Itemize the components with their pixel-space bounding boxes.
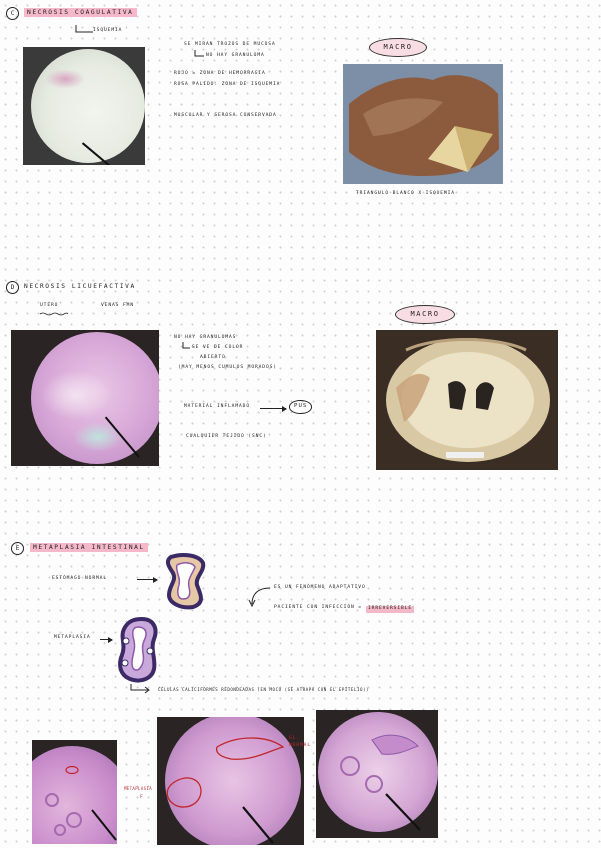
- section-d-title: NECROSIS LICUEFACTIVA: [24, 283, 136, 290]
- note-e-2: PACIENTE CON INFECCIÓN =: [274, 605, 362, 610]
- note-d-6: CUALQUIER TEJIDO (SNC): [186, 434, 267, 439]
- note-c-3: ROJO = ZONA DE HEMORRAGIA: [174, 71, 266, 76]
- curved-arrow: [248, 586, 272, 608]
- section-d-stain: VENAS FMN: [101, 303, 134, 308]
- section-c-macro-caption: TRIANGULO BLANCO X ISQUEMIA: [356, 191, 455, 196]
- note-d-2: SE VE DE COLOR: [192, 345, 244, 350]
- note-c-5: MUSCULAR Y SEROSA CONSERVADA: [174, 113, 277, 118]
- section-c-title: NECROSIS COAGULATIVA: [24, 9, 137, 16]
- section-c-subtitle: ISQUEMIA: [93, 28, 123, 33]
- note-e-1: ES UN FENÓMENO ADAPTATIVO: [274, 585, 366, 590]
- note-c-2: NO HAY GRANULOMA: [206, 53, 265, 58]
- necrosis-coagulativa-micrograph: [23, 47, 145, 165]
- annotation-metaplasia-tail: F: [140, 795, 144, 800]
- bottom-note-arrow: [130, 684, 152, 694]
- label-metaplasia: METAPLASIA: [54, 635, 91, 640]
- section-e-title: METAPLASIA INTESTINAL: [30, 544, 148, 551]
- coagulative-macro-photo: [343, 64, 503, 184]
- annotation-gl-normal: GL. NORMAL: [289, 736, 311, 748]
- section-c-badge: C: [6, 7, 19, 20]
- necrosis-licuefactiva-micrograph: [11, 330, 159, 466]
- note-e-highlight: IRREVERSIBLE: [368, 606, 412, 611]
- metaplasia-gland-drawing: [116, 617, 160, 683]
- section-d-organ: UTERO: [40, 303, 59, 308]
- metaplasia-micrograph-high: [316, 710, 438, 838]
- section-c-macro-label: MACRO: [369, 38, 427, 57]
- note-c-1: SE MIRAN TROZOS DE MUCOSA: [184, 42, 276, 47]
- metaplasia-micrograph-mid: [157, 717, 304, 845]
- organ-underline: [40, 312, 68, 316]
- normal-gland-drawing: [163, 553, 207, 609]
- section-e-badge: E: [11, 542, 24, 555]
- note-c-4: ROSA PALIDO: ZONA DE ISQUEMIA: [174, 82, 281, 87]
- note-d-4: (MAY MENOS CUMULOS MORADOS): [178, 365, 277, 370]
- note-d-1: NO HAY GRANULOMAS: [174, 335, 237, 340]
- section-d-badge: D: [6, 281, 19, 294]
- arrow-to-normal: [137, 579, 157, 580]
- bottom-note: CÉLULAS CALICIFORMES REDONDEADAS (EN MOCO (SE ATRAPA CON EL EPITELIO)): [158, 687, 370, 692]
- metaplasia-micrograph-low: [32, 740, 117, 844]
- label-normal-stomach: ESTÓMAGO NORMAL: [52, 576, 107, 581]
- arrow-to-pus: [260, 408, 286, 409]
- note-d-5: MATERIAL INFLAMADO: [184, 404, 250, 409]
- annotation-metaplasia: METAPLASIA: [124, 786, 153, 791]
- note-c-bracket: [194, 50, 206, 58]
- isquemia-bracket: [75, 25, 95, 35]
- note-d-3: ABIERTO: [200, 355, 226, 360]
- brain-macro-photo: [376, 330, 558, 470]
- note-d-pus: PUS: [289, 400, 312, 414]
- section-d-macro-label: MACRO: [395, 305, 455, 324]
- note-d-bracket: [182, 342, 192, 350]
- arrow-to-metaplasia: [100, 639, 112, 640]
